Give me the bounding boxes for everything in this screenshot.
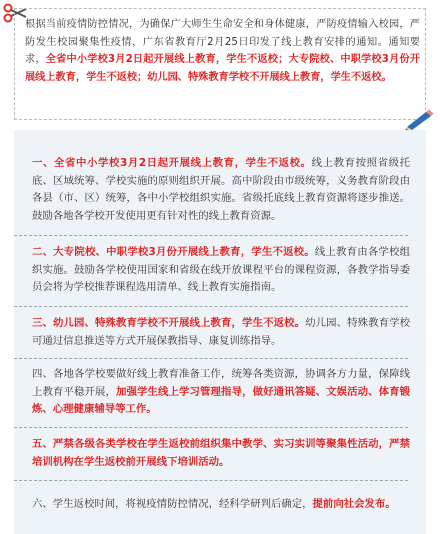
section-6: [32, 496, 410, 514]
divider: [14, 306, 408, 307]
section-2-text: 线上教育由各学校组织实施。鼓励各学校使用国家和省级在线开放课程平台的课程资源，各教学指导委员会将为学校推荐课程选用清单、线上教育实施指南。: [32, 246, 410, 293]
section-3: [32, 315, 410, 350]
section-6-text: 六、学生返校时间，将视疫情防控情况，经科学研判后确定，: [32, 498, 313, 510]
section-2: [32, 244, 410, 297]
section-4-text: 四、各地各学校要做好线上教育准备工作，统筹各类资源，协调各方力量，保障线上教育平稳开展，: [32, 368, 410, 398]
section-6-highlight: 提前向社会发布。: [312, 498, 396, 510]
section-5: [32, 436, 410, 471]
pencil-icon: [404, 108, 434, 130]
divider: [14, 480, 408, 481]
section-3-text: 幼儿园、特殊教育学校可通过信息推送等方式开展保教指导、康复训练指导。: [32, 317, 411, 347]
section-3-highlight: 三、幼儿园、特殊教育学校不开展线上教育，学生不返校。: [32, 317, 306, 329]
section-1: [32, 155, 410, 225]
divider: [14, 358, 408, 359]
section-1-text: 线上教育按照省级托底、区域统筹、学校实施的原则组织开展。高中阶段由市级统筹，义务教育阶段由各县（市、区）统筹，各中小学校组织实施。省级托底线上教育资源将逐步推送。鼓励各地各学校开发使用更有针对性的线上教育资源。: [32, 157, 410, 222]
divider: [14, 235, 408, 236]
notice-text: [25, 16, 420, 86]
section-1-highlight: 一、全省中小学校3月2日起开展线上教育，学生不返校。: [32, 157, 312, 169]
section-2-highlight: 二、大专院校、中职学校3月份开展线上教育，学生不返校。: [32, 246, 315, 258]
notice-highlight: 全省中小学校3月2日起开展线上教育，学生不返校；大专院校、中职学校3月份开展线上教育，学生不返校；幼儿园、特殊教育学校不开展线上教育，学生不返校。: [25, 54, 421, 83]
section-5-highlight: 五、严禁各级各类学校在学生返校前组织集中教学、实习实训等聚集性活动，严禁培训机构在学生返校前开展线下培训活动。: [32, 438, 410, 468]
section-4: [32, 366, 410, 419]
notice-intro: 根据当前疫情防控情况，为确保广大师生生命安全和身体健康，严防疫情输入校园，严防发生校园聚集性疫情，广东省教育厅2月25日印发了线上教育安排的通知。通知要求，: [25, 19, 420, 65]
section-4-highlight: 加强学生线上学习管理指导，做好通讯答疑、文娱活动、体育锻炼、心理健康辅导等工作。: [32, 385, 411, 415]
divider: [14, 427, 408, 428]
